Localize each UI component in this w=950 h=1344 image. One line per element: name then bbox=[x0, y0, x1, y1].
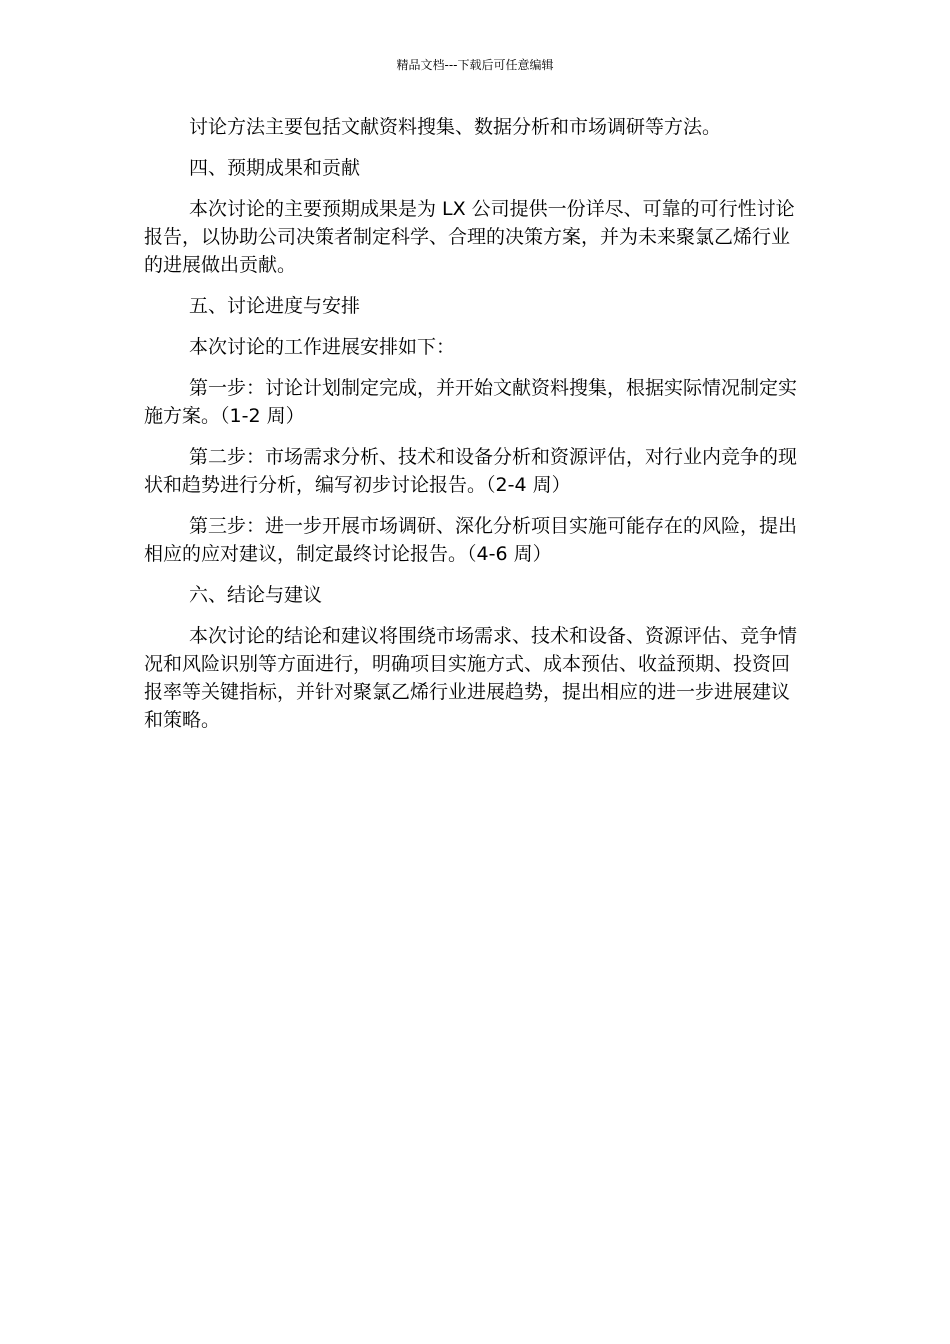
paragraph-schedule-intro: 本次讨论的工作进展安排如下： bbox=[189, 336, 456, 358]
paragraph-methods: 讨论方法主要包括文献资料搜集、数据分析和市场调研等方法。 bbox=[189, 116, 722, 138]
heading-schedule: 五、讨论进度与安排 bbox=[189, 295, 361, 317]
paragraph-expected-results: 本次讨论的主要预期成果是为 LX 公司提供一份详尽、可靠的可行性讨论报告，以协助公司决策者制定科学、合理的决策方案，并为未来聚氯乙烯行业的进展做出贡献。 bbox=[144, 198, 795, 276]
heading-expected-results: 四、预期成果和贡献 bbox=[189, 157, 361, 179]
paragraph-step-one: 第一步：讨论计划制定完成，并开始文献资料搜集，根据实际情况制定实施方案。（1-2 周） bbox=[144, 377, 798, 427]
paragraph-conclusion: 本次讨论的结论和建议将围绕市场需求、技术和设备、资源评估、竞争情况和风险识别等方面进行，明确项目实施方式、成本预估、收益预期、投资回报率等关键指标，并针对聚氯乙烯行业进展趋势，提出相应的进一步进展建议和策略。 bbox=[144, 625, 798, 731]
heading-conclusion: 六、结论与建议 bbox=[189, 584, 323, 606]
page-header: 精品文档---下载后可任意编辑 bbox=[396, 58, 554, 72]
document-body bbox=[144, 113, 806, 747]
paragraph-step-two: 第二步：市场需求分析、技术和设备分析和资源评估，对行业内竞争的现状和趋势进行分析，编写初步讨论报告。（2-4 周） bbox=[144, 446, 798, 496]
paragraph-step-three: 第三步：进一步开展市场调研、深化分析项目实施可能存在的风险，提出相应的应对建议，制定最终讨论报告。（4-6 周） bbox=[144, 515, 798, 565]
